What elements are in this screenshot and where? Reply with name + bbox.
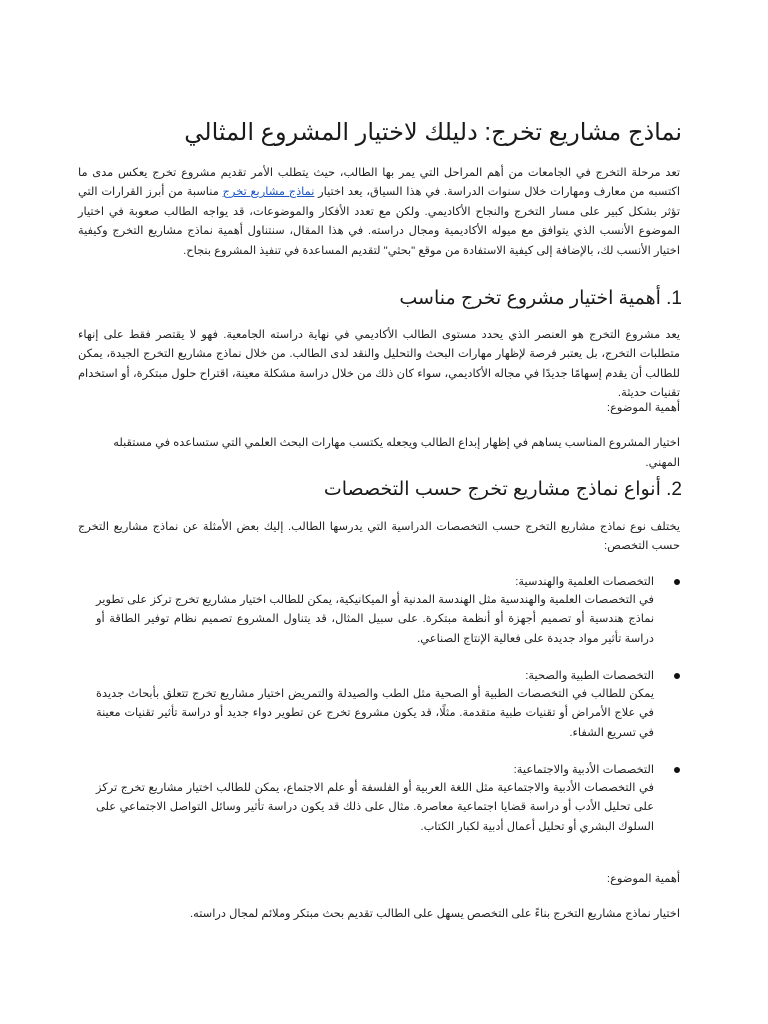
list-item-body: يمكن للطالب في التخصصات الطبية أو الصحية مثل الطب والصيدلة والتمريض اختيار مشاريع تخرج تتعلق بأبحاث جديدة في علاج الأمراض أو تقنيات طبية متقدمة. مثلًا، قد يكون مشروع تخرج عن تطوير دواء جديد أو دراسة تأثير تقنيات معينة في تسريع الشفاء. (96, 688, 654, 739)
list-item-title: التخصصات العلمية والهندسية: (515, 576, 654, 588)
graduation-projects-link[interactable]: نماذج مشاريع تخرج (222, 186, 315, 199)
section-2-importance-label: أهمية الموضوع: (606, 873, 680, 885)
section-1-heading: 1. أهمية اختيار مشروع تخرج مناسب (399, 288, 682, 309)
section-1-importance-label: أهمية الموضوع: (606, 402, 680, 414)
list-item-body: في التخصصات العلمية والهندسية مثل الهندسة المدنية أو الميكانيكية، يمكن للطالب اختيار مشاريع تخرج تركز على تطوير نماذج هندسية أو تصميم أجهزة أو أنظمة مبتكرة. على سبيل المثال، قد يتناول المشروع تصميم نظام توفير الطاقة أو دراسة تأثير مواد جديدة على فعالية الإنتاج الصناعي. (96, 594, 654, 645)
intro-text-start: تعد مرحلة التخرج في الجامعات من أهم المراحل التي يمر بها الطالب، حيث يتطلب الأمر تقديم مشروع تخرج يعكس مدى ما اكتسبه من معارف ومهارات خلال سنوات الدراسة. في هذا السياق، يعد اختيار (78, 167, 680, 199)
list-item-body: في التخصصات الأدبية والاجتماعية مثل اللغة العربية أو الفلسفة أو علم الاجتماع، يمكن للطالب اختيار مشاريع تخرج تركز على تحليل الأدب أو دراسة قضايا اجتماعية معاصرة. مثال على ذلك قد يكون دراسة تأثير وسائل التواصل الاجتماعي على السلوك البشري أو تحليل أعمال أدبية لكبار الكتاب. (96, 782, 654, 833)
section-2-heading: 2. أنواع نماذج مشاريع تخرج حسب التخصصات (323, 479, 682, 500)
intro-paragraph (78, 164, 680, 261)
list-item-title: التخصصات الطبية والصحية: (525, 670, 654, 682)
list-item-title: التخصصات الأدبية والاجتماعية: (513, 764, 654, 776)
page-title: نماذج مشاريع تخرج: دليلك لاختيار المشروع المثالي (184, 119, 682, 146)
section-1-importance-text: اختيار المشروع المناسب يساهم في إظهار إبداع الطالب ويجعله يكتسب مهارات البحث العلمي التي ستساعده في مستقبله المهني. (113, 437, 680, 469)
intro-text-end: مناسبة من أبرز القرارات التي تؤثر بشكل كبير على مسار التخرج والنجاح الأكاديمي. ولكن مع تعدد الأفكار والموضوعات، قد يواجه الطالب صعوبة في اختيار الموضوع الأنسب الذي يتوافق مع ميوله الأكاديمية ومجال دراسته. في هذا المقال، سنتناول أهمية نماذج مشاريع التخرج وكيفية اختيار الأنسب لك، بالإضافة إلى كيفية الاستفادة من موقع "بحثي" لتقديم المساعدة في تنفيذ المشروع بنجاح. (78, 186, 680, 257)
section-2-importance-text: اختيار نماذج مشاريع التخرج بناءً على التخصص يسهل على الطالب تقديم بحث مبتكر وملائم لمجال دراسته. (189, 908, 680, 920)
bullet-icon (674, 579, 680, 585)
bullet-icon (674, 673, 680, 679)
section-1-paragraph: يعد مشروع التخرج هو العنصر الذي يحدد مستوى الطالب الأكاديمي في نهاية دراسته الجامعية. فهو لا يقتصر فقط على إنهاء متطلبات التخرج، بل يعتبر فرصة لإظهار مهارات البحث والتحليل والنقد لدى الطالب. من خلال نماذج مشاريع التخرج الجيدة، يمكن للطالب أن يقدم إسهامًا جديدًا في مجاله الأكاديمي، سواء كان ذلك من خلال دراسة مشكلة معينة، اقتراح حلول مبتكرة، أو استخدام تقنيات حديثة. (78, 329, 680, 400)
section-2-intro: يختلف نوع نماذج مشاريع التخرج حسب التخصصات الدراسية التي يدرسها الطالب. إليك بعض الأمثلة عن نماذج مشاريع التخرج حسب التخصص: (78, 521, 680, 553)
bullet-icon (674, 767, 680, 773)
